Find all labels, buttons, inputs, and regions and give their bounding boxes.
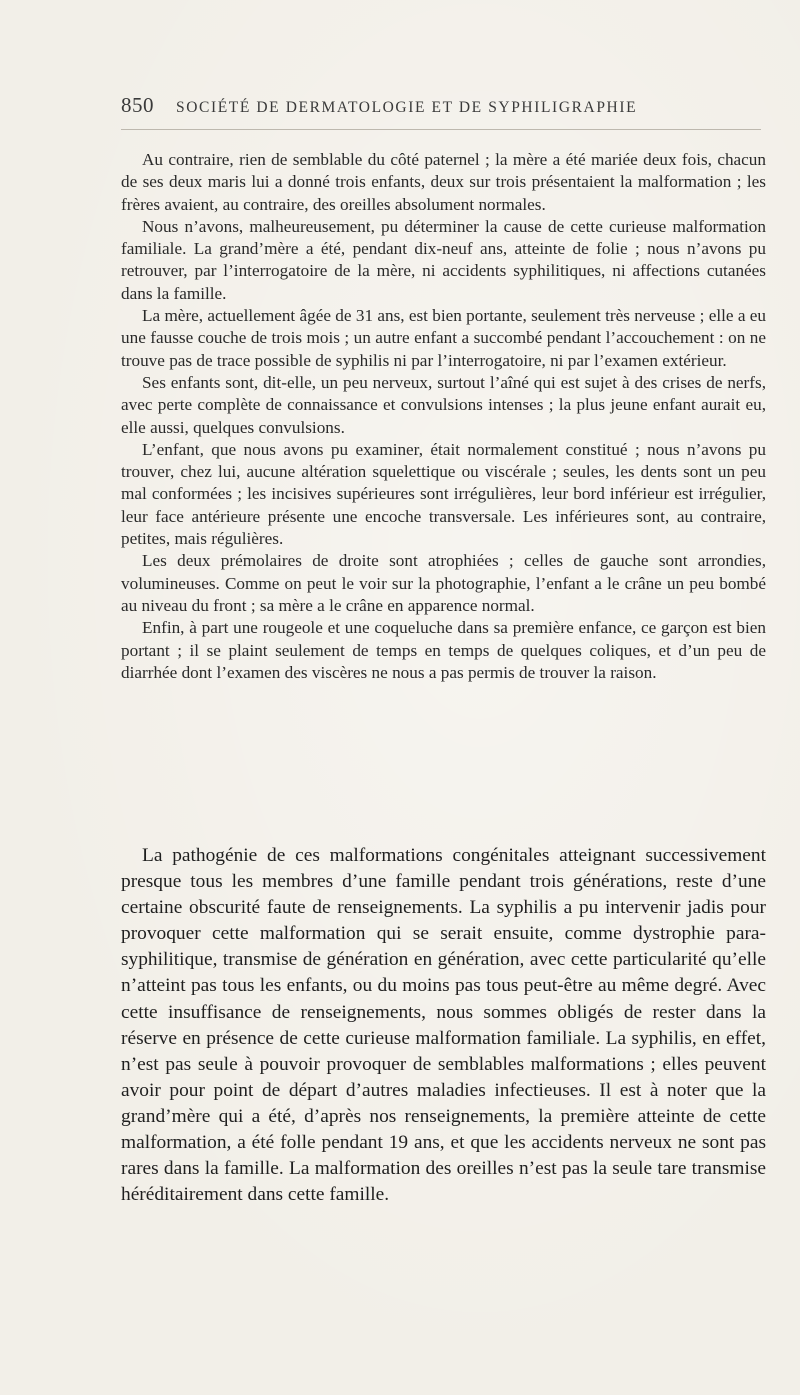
- paragraph: Enfin, à part une rougeole et une coqueluche dans sa première enfance, ce garçon est bien portant ; il se plaint seulement de temps en temps de quelques coliques, et d’un peu de diarrhée dont l’examen des viscères ne nous a pas permis de trouver la raison.: [121, 618, 766, 682]
- paragraph: L’enfant, que nous avons pu examiner, était normalement constitué ; nous n’avons pu trouver, chez lui, aucune altération squelettique ou viscérale ; seules, les dents sont un peu mal conformées ; les incisives supérieures sont irrégulières, leur bord inférieur est irrégulier, leur face antérieure présente une encoche transversale. Les inférieures sont, au contraire, petites, mais régulières.: [121, 439, 766, 549]
- paragraph: Les deux prémolaires de droite sont atrophiées ; celles de gauche sont arrondies, volumineuses. Comme on peut le voir sur la photographie, l’enfant a le crâne un peu bombé au niveau du front ; sa mère a le crâne en apparence normal.: [121, 551, 766, 615]
- paragraph: Ses enfants sont, dit-elle, un peu nerveux, surtout l’aîné qui est sujet à des crises de nerfs, avec perte complète de connaissance et convulsions intenses ; la plus jeune enfant aurait eu, elle aussi, quelques convulsions.: [121, 372, 766, 437]
- paragraph: La mère, actuellement âgée de 31 ans, est bien portante, seulement très nerveuse ; elle a eu une fausse couche de trois mois ; un autre enfant a succombé pendant l’accouchement : on ne trouve pas de trace possible de syphilis ni par l’interrogatoire, ni par l’examen extérieur.: [121, 306, 766, 370]
- paragraph: Au contraire, rien de semblable du côté paternel ; la mère a été mariée deux fois, chacun de ses deux maris lui a donné trois enfants, deux sur trois présentaient la malformation ; les frères avaient, au contraire, des oreilles absolument normales.: [121, 150, 766, 214]
- header-divider: [121, 129, 761, 130]
- running-head: [121, 93, 699, 123]
- observation-text: [121, 149, 766, 684]
- discussion-text: [121, 843, 766, 1208]
- journal-title: SOCIÉTÉ DE DERMATOLOGIE ET DE SYPHILIGRAPHIE: [176, 99, 638, 116]
- paragraph: La pathogénie de ces malformations congénitales atteignant successivement presque tous les membres d’une famille pendant trois générations, reste d’une certaine obscurité faute de renseignements. La syphilis a pu intervenir jadis pour provoquer cette malformation qui se serait ensuite, comme dystrophie para-syphilitique, transmise de génération en génération, avec cette particularité qu’elle n’atteint pas tous les enfants, ou du moins pas tous peut-être au même degré. Avec cette insuffisance de renseignements, nous sommes obligés de rester dans la réserve en présence de cette curieuse malformation familiale. La syphilis, en effet, n’est pas seule à pouvoir provoquer de semblables malformations ; elles peuvent avoir pour point de départ d’autres maladies infectieuses. Il est à noter que la grand’mère qui a été, d’après nos renseignements, la première atteinte de cette malformation, a été folle pendant 19 ans, et que les accidents nerveux ne sont pas rares dans la famille. La malformation des oreilles n’est pas la seule tare transmise héréditairement dans cette famille.: [121, 845, 766, 1206]
- page-number: 850: [121, 93, 154, 117]
- paragraph: Nous n’avons, malheureusement, pu déterminer la cause de cette curieuse malformation familiale. La grand’mère a été, pendant dix-neuf ans, atteinte de folie ; nous n’avons pu retrouver, par l’interrogatoire de la mère, ni accidents syphilitiques, ni affections cutanées dans la famille.: [121, 216, 766, 303]
